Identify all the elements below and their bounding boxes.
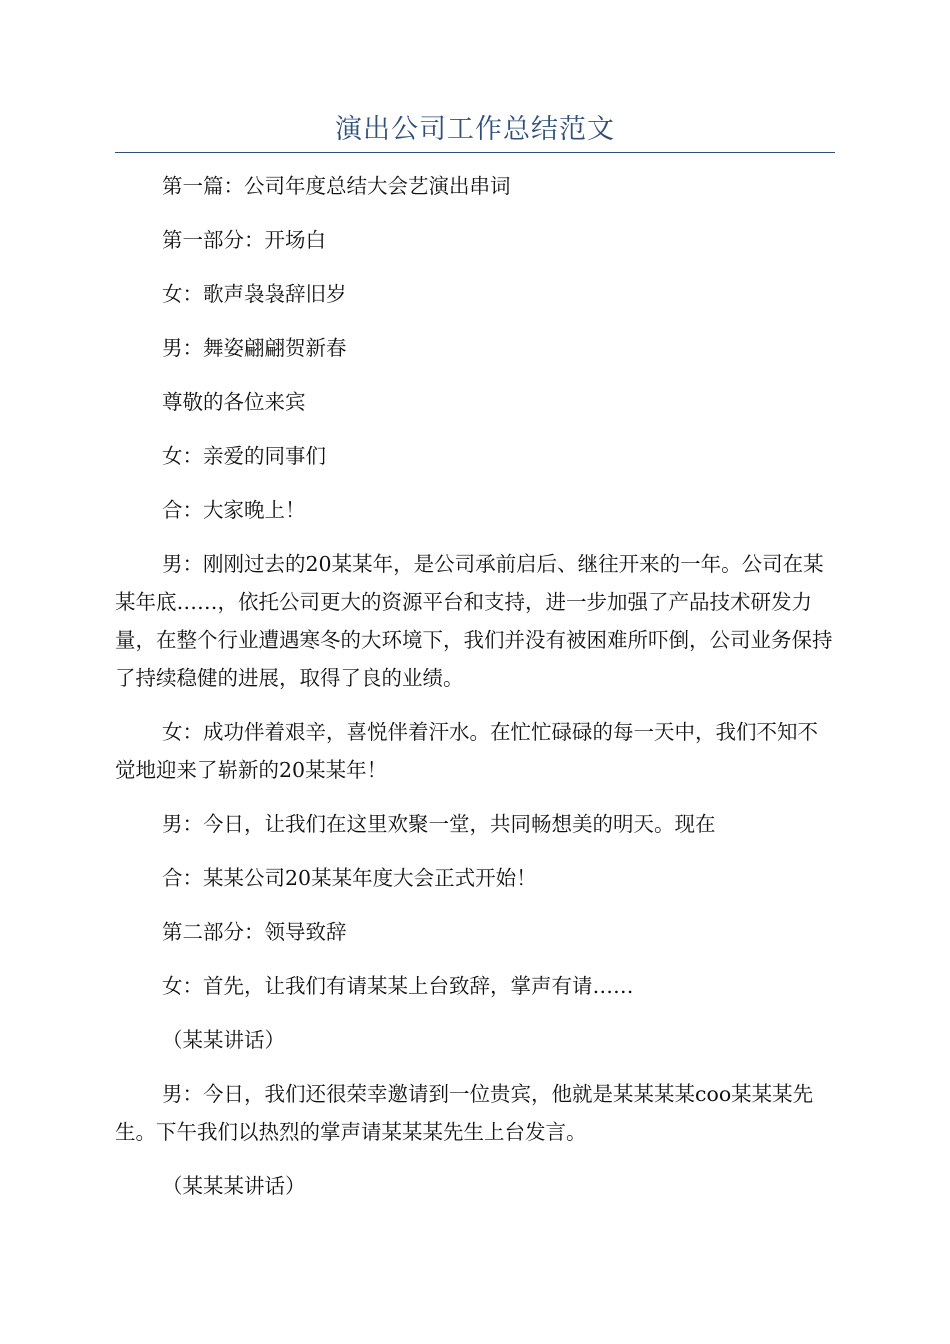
paragraph: 尊敬的各位来宾 — [162, 390, 306, 414]
paragraph: 女：成功伴着艰辛，喜悦伴着汗水。在忙忙碌碌的每一天中，我们不知不觉地迎来了崭新的20某某年！ — [115, 720, 818, 782]
paragraph: 男：今日，我们还很荣幸邀请到一位贵宾，他就是某某某某coo某某某先生。下午我们以热烈的掌声请某某某先生上台发言。 — [115, 1082, 814, 1144]
paragraph: 合：某某公司20某某年度大会正式开始！ — [162, 866, 537, 890]
paragraph: 第一部分：开场白 — [162, 228, 326, 252]
document-page — [115, 110, 835, 1221]
paragraph: （某某某讲话） — [162, 1174, 306, 1198]
paragraph: （某某讲话） — [162, 1028, 285, 1052]
paragraph: 男：舞姿翩翩贺新春 — [162, 336, 347, 360]
paragraph: 女：歌声袅袅辞旧岁 — [162, 282, 347, 306]
paragraph: 合：大家晚上！ — [162, 498, 306, 522]
paragraph: 女：首先，让我们有请某某上台致辞，掌声有请…… — [162, 974, 634, 998]
paragraph: 女：亲爱的同事们 — [162, 444, 326, 468]
document-body — [115, 167, 835, 1205]
document-title: 演出公司工作总结范文 — [115, 110, 835, 153]
paragraph: 男：刚刚过去的20某某年，是公司承前启后、继往开来的一年。公司在某某年底……，依托公司更大的资源平台和支持，进一步加强了产品技术研发力量，在整个行业遭遇寒冬的大环境下，我们并没有被困难所吓倒，公司业务保持了持续稳健的进展，取得了良的业绩。 — [115, 552, 833, 690]
paragraph: 第二部分：领导致辞 — [162, 920, 347, 944]
paragraph: 男：今日，让我们在这里欢聚一堂，共同畅想美的明天。现在 — [162, 812, 716, 836]
paragraph: 第一篇：公司年度总结大会艺演出串词 — [162, 174, 511, 198]
